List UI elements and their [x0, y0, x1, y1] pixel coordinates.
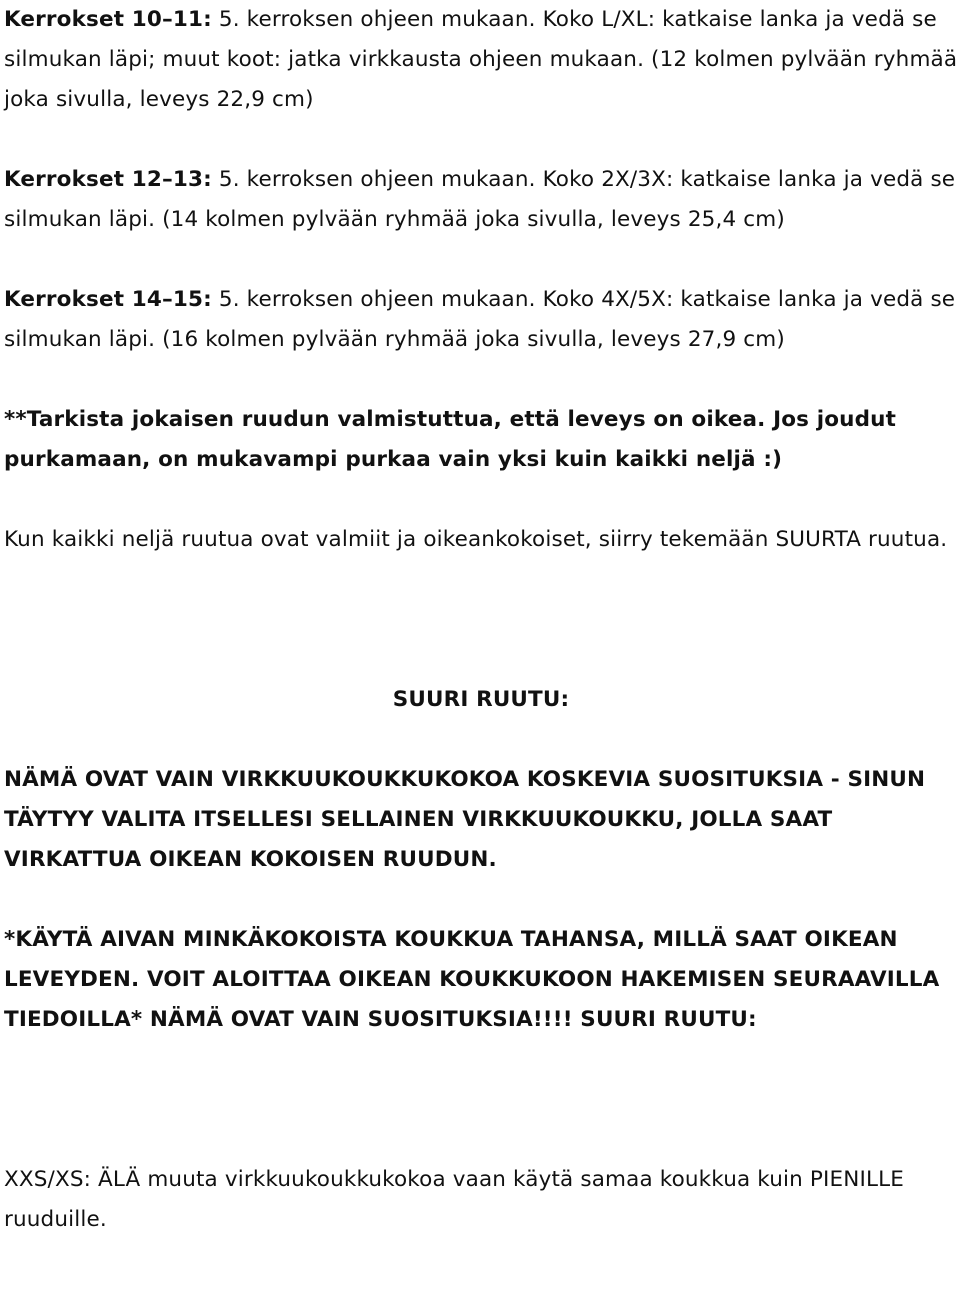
hook-any-size-note: *KÄYTÄ AIVAN MINKÄKOKOISTA KOUKKUA TAHANSA, MILLÄ SAAT OIKEAN LEVEYDEN. VOIT ALOITTAA OIKEAN KOUKKUKOON HAKEMISEN SEURAAVILLA TIEDOILLA* NÄMÄ OVAT VAIN SUOSITUKSIA!!!! SUURI RUUTU: — [4, 927, 940, 1032]
document-page — [4, 0, 958, 1240]
rounds-14-15-text: 5. kerroksen ohjeen mukaan. Koko 4X/5X: katkaise lanka ja vedä se silmukan läpi. (16 kolmen pylvään ryhmää joka sivulla, leveys 27,9 cm) — [4, 287, 956, 352]
next-step-paragraph: Kun kaikki neljä ruutua ovat valmiit ja oikeankokoiset, siirry tekemään SUURTA ruutua. — [4, 527, 948, 552]
check-width-note: **Tarkista jokaisen ruudun valmistuttua, että leveys on oikea. Jos joudut purkamaan, on mukavampi purkaa vain yksi kuin kaikki neljä :) — [4, 407, 897, 472]
rounds-10-11-paragraph — [4, 0, 958, 120]
rounds-14-15-paragraph — [4, 280, 958, 360]
rounds-10-11-text: 5. kerroksen ohjeen mukaan. Koko L/XL: katkaise lanka ja vedä se silmukan läpi; muut koot: jatka virkkausta ohjeen mukaan. (12 kolmen pylvään ryhmää joka sivulla, leveys 22,9 cm) — [4, 7, 958, 112]
section-heading: SUURI RUUTU: — [392, 687, 570, 712]
xxs-xs-note: XXS/XS: ÄLÄ muuta virkkuukoukkukokoa vaan käytä samaa koukkua kuin PIENILLE ruuduille. — [4, 1167, 904, 1232]
rounds-12-13-label: Kerrokset 12–13: — [4, 167, 212, 192]
hook-recommendation-warning: NÄMÄ OVAT VAIN VIRKKUUKOUKKUKOKOA KOSKEVIA SUOSITUKSIA - SINUN TÄYTYY VALITA ITSELLESI SELLAINEN VIRKKUUKOUKKU, JOLLA SAAT VIRKATTUA OIKEAN KOKOISEN RUUDUN. — [4, 767, 926, 872]
rounds-12-13-paragraph — [4, 160, 958, 240]
rounds-12-13-text: 5. kerroksen ohjeen mukaan. Koko 2X/3X: katkaise lanka ja vedä se silmukan läpi. (14 kolmen pylvään ryhmää joka sivulla, leveys 25,4 cm) — [4, 167, 956, 232]
rounds-14-15-label: Kerrokset 14–15: — [4, 287, 212, 312]
rounds-10-11-label: Kerrokset 10–11: — [4, 7, 212, 32]
